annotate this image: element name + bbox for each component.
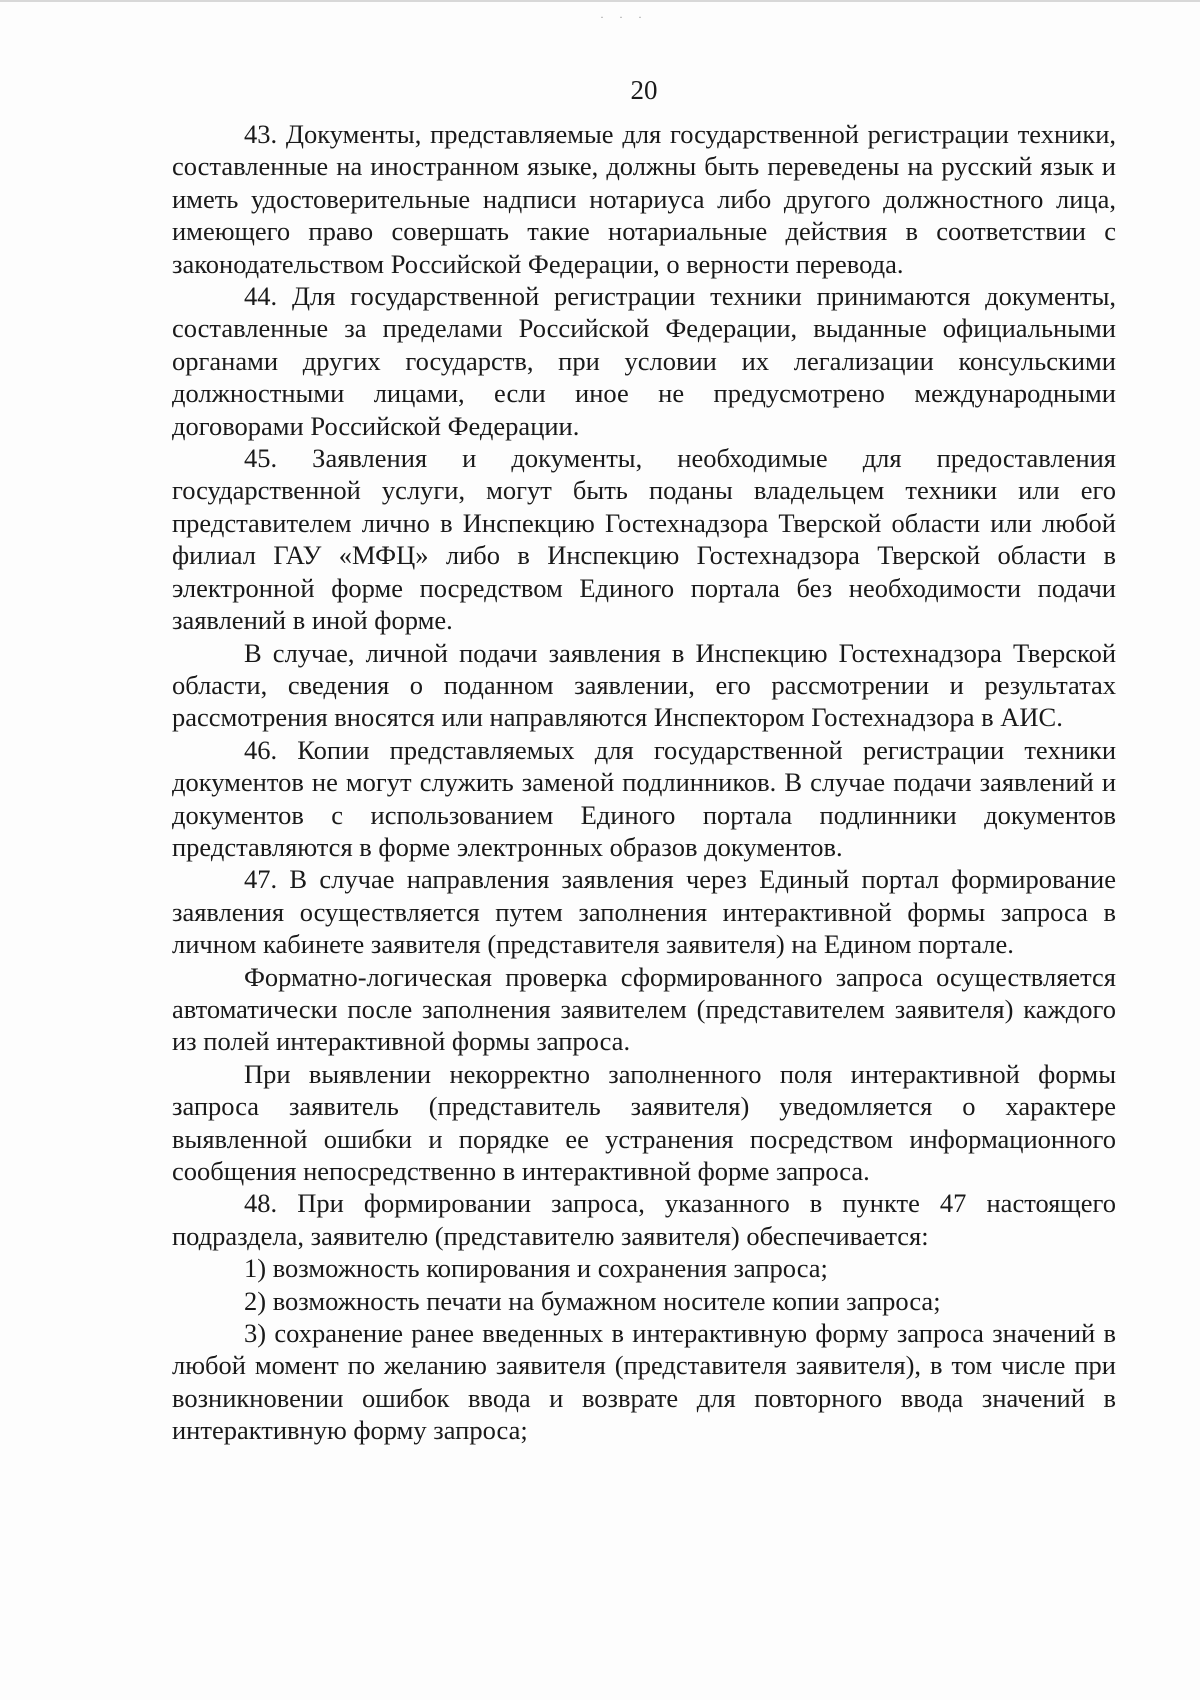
paragraph-47-format-check: Форматно-логическая проверка сформированного запроса осуществляется автоматически после заполнения заявителем (представителем заявителя) каждого из полей интерактивной формы запроса. [172,961,1116,1057]
paragraph-43: 43. Документы, представляемые для государственной регистрации техники, составленные на иностранном языке, должны быть переведены на русский язык и иметь удостоверительные надписи нотариуса либо другого должностного лица, имеющего право совершать такие нотариальные действия в соответствии с законодательством Российской Федерации, о верности перевода. [172,119,1116,279]
paragraph-45-personal-submission: В случае, личной подачи заявления в Инспекцию Гостехнадзора Тверской области, сведения о поданном заявлении, его рассмотрении и результатах рассмотрения вносятся или направляются Инспектором Гостехнадзора в АИС. [172,637,1116,733]
paragraph-45: 45. Заявления и документы, необходимые для предоставления государственной услуги, могут быть поданы владельцем техники или его представителем лично в Инспекцию Гостехнадзора Тверской области или любой филиал ГАУ «МФЦ» либо в Инспекцию Гостехнадзора Тверской области в электронной форме посредством Единого портала без необходимости подачи заявлений в иной форме. [172,443,1116,636]
paragraph-48: 48. При формировании запроса, указанного в пункте 47 настоящего подраздела, заявителю (представителю заявителя) обеспечивается: [172,1188,1116,1251]
document-body [172,118,1116,1447]
list-item-2: 2) возможность печати на бумажном носителе копии запроса; [244,1285,941,1316]
paragraph-47-error-notice: При выявлении некорректно заполненного поля интерактивной формы запроса заявитель (представитель заявителя) уведомляется о характере выявленной ошибки и порядке ее устранения посредством информационного сообщения непосредственно в интерактивной форме запроса. [172,1058,1116,1186]
scan-edge-line [0,0,1200,2]
page-number: 20 [630,75,658,105]
scan-artifact: · · · [600,10,648,24]
list-item-3: 3) сохранение ранее введенных в интерактивную форму запроса значений в любой момент по желанию заявителя (представителя заявителя), в том числе при возникновении ошибок ввода и возврате для повторного ввода значений в интерактивную форму запроса; [172,1318,1116,1446]
paragraph-44: 44. Для государственной регистрации техники принимаются документы, составленные за пределами Российской Федерации, выданные официальными органами других государств, при условии их легализации консульскими должностными лицами, если иное не предусмотрено международными договорами Российской Федерации. [172,281,1116,441]
paragraph-46: 46. Копии представляемых для государственной регистрации техники документов не могут служить заменой подлинников. В случае подачи заявлений и документов с использованием Единого портала подлинники документов представляются в форме электронных образов документов. [172,734,1116,862]
paragraph-47: 47. В случае направления заявления через Единый портал формирование заявления осуществляется путем заполнения интерактивной формы запроса в личном кабинете заявителя (представителя заявителя) на Едином портале. [172,864,1116,960]
list-item-1: 1) возможность копирования и сохранения запроса; [244,1253,828,1284]
